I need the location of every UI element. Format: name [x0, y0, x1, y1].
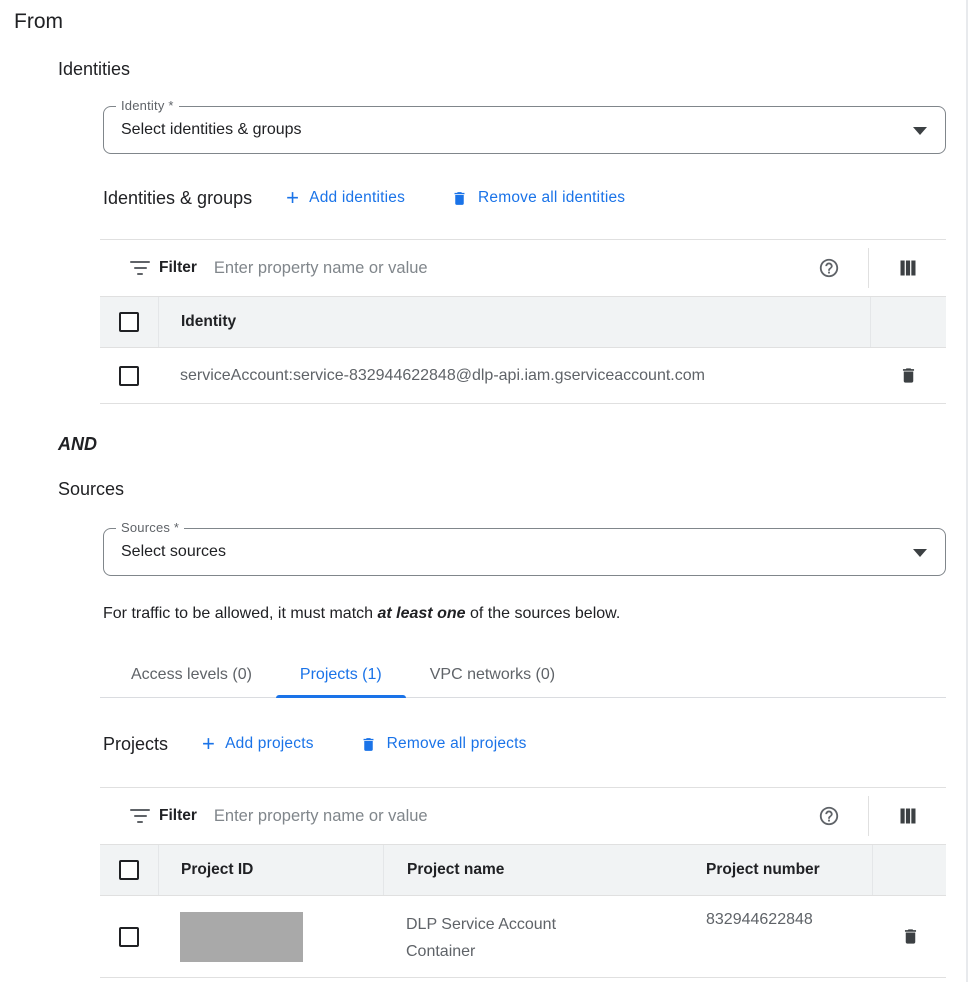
- projects-table-header: [100, 844, 946, 896]
- projects-filter-input[interactable]: [214, 807, 644, 826]
- identity-select-value: Select identities & groups: [121, 121, 302, 138]
- remove-all-projects-label: Remove all projects: [386, 735, 527, 752]
- identities-table: [100, 239, 946, 404]
- sources-heading: Sources: [58, 479, 125, 499]
- traffic-note-emphasis: at least one: [377, 605, 466, 622]
- sources-select-value: Select sources: [121, 543, 226, 560]
- add-projects-label: Add projects: [225, 735, 314, 752]
- filter-list-icon: [130, 261, 150, 275]
- identity-value: serviceAccount:service-832944622848@dlp-api.iam.gserviceaccount.com: [180, 366, 705, 384]
- project-name-column-header: Project name: [383, 845, 683, 895]
- projects-filter-row: [100, 788, 946, 844]
- filter-divider: [868, 248, 869, 288]
- filter-label: Filter: [159, 807, 197, 824]
- plus-icon: +: [202, 731, 216, 756]
- actions-column-header: [872, 845, 948, 895]
- project-table-row: [100, 896, 946, 978]
- active-tab-indicator: [276, 695, 406, 698]
- identities-table-header: [100, 296, 946, 348]
- add-projects-button[interactable]: [202, 731, 314, 756]
- panel-right-edge: [966, 0, 968, 982]
- select-all-projects-checkbox[interactable]: [119, 860, 139, 880]
- filter-list-icon: [130, 809, 150, 823]
- project-number-cell: [683, 896, 872, 929]
- sources-select[interactable]: [103, 520, 946, 576]
- project-number-column-header: Project number: [706, 861, 820, 878]
- projects-label: Projects: [103, 733, 169, 754]
- projects-toolbar: [103, 730, 972, 758]
- tab-access-levels[interactable]: [107, 655, 276, 697]
- sources-tabs: [100, 655, 946, 698]
- plus-icon: +: [286, 185, 300, 210]
- and-operator-label: AND: [58, 434, 97, 454]
- projects-table: [100, 787, 946, 978]
- project-id-cell: [158, 896, 383, 962]
- column-display-options-icon[interactable]: [898, 258, 918, 278]
- page-title: From: [14, 10, 63, 33]
- help-circle-icon[interactable]: [818, 805, 840, 827]
- project-id-column-header: Project ID: [158, 845, 383, 895]
- traffic-note-suffix: of the sources below.: [465, 605, 621, 622]
- project-id-redacted: [180, 912, 303, 962]
- trash-icon: [360, 735, 377, 754]
- dropdown-caret-icon: [913, 549, 927, 557]
- identities-filter-input[interactable]: [214, 259, 644, 278]
- tab-vpc-networks[interactable]: [406, 655, 579, 697]
- tab-projects-label: Projects (1): [299, 666, 382, 683]
- trash-icon: [451, 189, 468, 208]
- tab-access-levels-label: Access levels (0): [131, 666, 252, 683]
- tab-vpc-networks-label: VPC networks (0): [429, 666, 556, 683]
- identity-column-header: Identity: [158, 297, 870, 347]
- tab-projects[interactable]: [276, 655, 406, 697]
- delete-identity-button[interactable]: [898, 365, 918, 387]
- traffic-note: [103, 603, 972, 625]
- identities-groups-label: Identities & groups: [103, 187, 253, 208]
- identity-row-checkbox[interactable]: [119, 366, 139, 386]
- identity-select-label: Identity *: [116, 98, 179, 114]
- identities-heading: Identities: [58, 59, 131, 79]
- select-all-identities-checkbox[interactable]: [119, 312, 139, 332]
- remove-all-identities-button[interactable]: [451, 189, 625, 208]
- identity-select[interactable]: [103, 98, 946, 154]
- help-circle-icon[interactable]: [818, 257, 840, 279]
- trash-icon: [899, 365, 918, 386]
- sources-select-label: Sources *: [116, 520, 184, 536]
- project-name-value: DLP Service Account Container: [406, 916, 557, 960]
- traffic-note-prefix: For traffic to be allowed, it must match: [103, 605, 378, 622]
- remove-all-identities-label: Remove all identities: [478, 189, 626, 206]
- identities-toolbar: [103, 184, 972, 212]
- identity-table-row: [100, 348, 946, 404]
- add-identities-label: Add identities: [309, 189, 406, 206]
- trash-icon: [901, 926, 920, 947]
- delete-project-button[interactable]: [900, 926, 920, 948]
- project-name-cell: [383, 896, 683, 965]
- add-identities-button[interactable]: [286, 185, 406, 210]
- actions-column-header: [870, 297, 946, 347]
- identities-filter-row: [100, 240, 946, 296]
- filter-divider: [868, 796, 869, 836]
- remove-all-projects-button[interactable]: [360, 735, 527, 754]
- project-number-value: 832944622848: [706, 911, 813, 928]
- column-display-options-icon[interactable]: [898, 806, 918, 826]
- project-row-checkbox[interactable]: [119, 927, 139, 947]
- filter-label: Filter: [159, 259, 197, 276]
- dropdown-caret-icon: [913, 127, 927, 135]
